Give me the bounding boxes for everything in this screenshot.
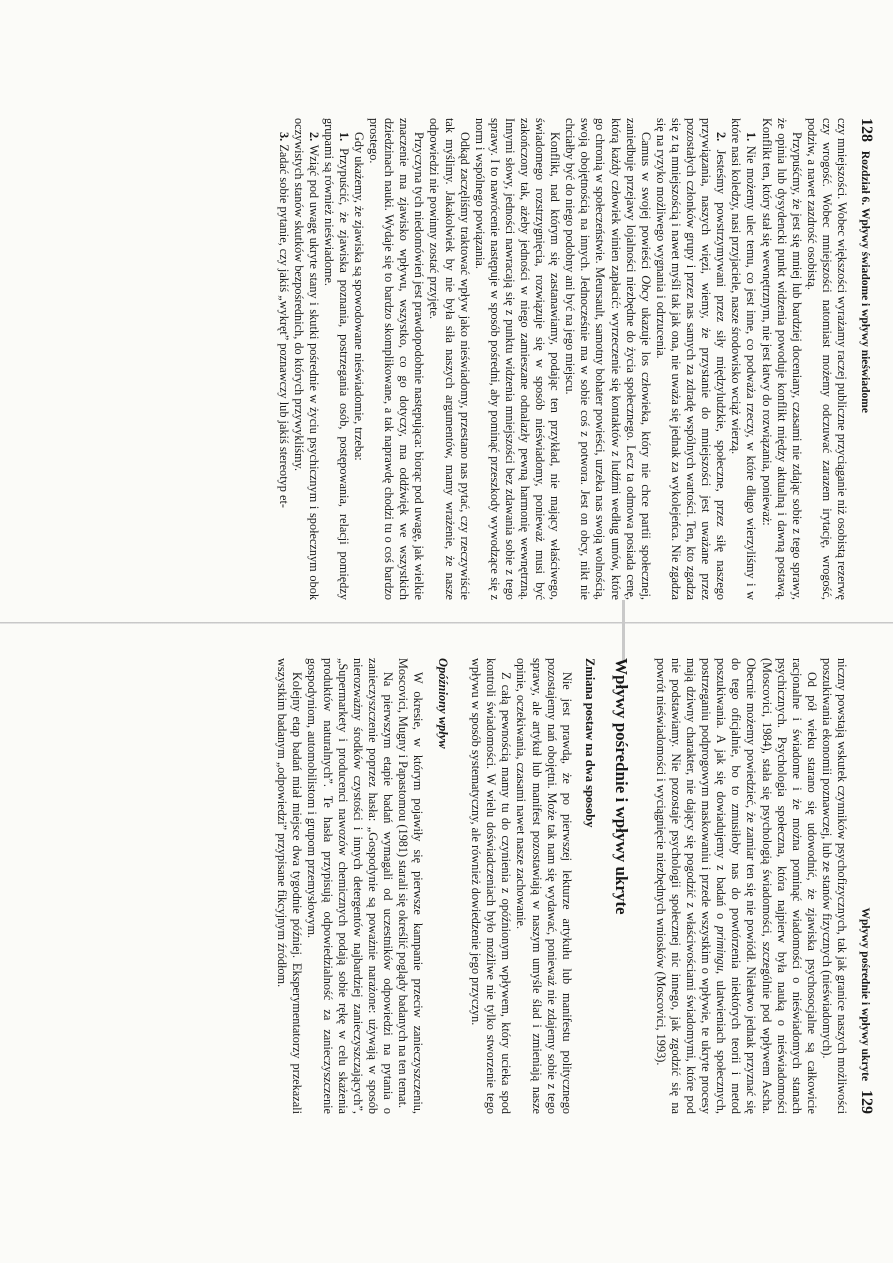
paragraph: Przyczyna tych niedomówień jest prawdopodobnie następująca: biorąc pod uwagę, jak wielkie znaczenie ma zjawisko wpływu, wszystko, co go dotyczy, ma oddźwięk we wszystkich dziedzinach nauki. Wydaje się to bardzo skomplikowane, a tak naprawdę chodzi tu o coś bardzo prostego. bbox=[367, 118, 427, 600]
paragraph: W okresie, w którym pojawiły się pierwsze kampanie przeciw zanieczyszczeniu, Moscovici, Mugny i Papastomou (1981) starali się określić poglądy badanych na ten temat. bbox=[396, 658, 426, 1114]
subsubsection-title: Opóźniony wpływ bbox=[436, 658, 451, 749]
numbered-item bbox=[291, 118, 321, 600]
paragraph bbox=[562, 118, 653, 600]
left-running-head bbox=[857, 118, 875, 600]
left-running-head-text: Rozdział 6. Wpływy świadome i wpływy nieświadome bbox=[859, 150, 871, 413]
paragraph: czy mniejszości. Wobec większości wyrażamy raczej publiczne przyciąganie niż osobistą rezerwę czy wrogość. Wobec mniejszości natomiast możemy odczuwać zarazem irytację, wrogość, podziw, a nawet zazdrość osobistą. bbox=[804, 118, 849, 600]
item-number: 1. bbox=[336, 132, 351, 142]
right-page-number: 129 bbox=[858, 1090, 875, 1114]
text-run: Camus w swojej powieści bbox=[638, 132, 653, 276]
paragraph: Odkąd zaczęliśmy traktować wpływ jako nieświadomy, przestano nas pytać, czy rzeczywiście tak myślimy. Jakakolwiek by nie była siła naszych argumentów, mamy wrażenie, że nasze odpowiedzi nie powinny zostać przyjęte. bbox=[427, 118, 472, 600]
item-number: 2. bbox=[714, 132, 729, 142]
term: primingu bbox=[714, 925, 729, 971]
paragraph: Kolejny etap badań miał miejsce dwa tygodnie później. Eksperymentatorzy przekazali wszystkim badanym „odpowiedzi” przypisane fikcyjnym źródłom. bbox=[275, 658, 305, 1114]
book-title: Obcy bbox=[638, 275, 653, 302]
paragraph: Na pierwszym etapie badań wymagali od uczestników odpowiedzi na pytania o zanieczyszczenie poprzez hasła: „Gospodynie są poważnie narażone: używają w sposób nierozważny środków czystości i innych detergentów najbardziej zanieczyszczających”, „Supermarkety i producenci nawozów chemicznych podają sobie rękę w celu skażenia produktów naturalnych”. Te hasła przypisują odpowiedzialność za zanieczyszczenie gospodyniom, automobilistom i grupom przemysłowym. bbox=[305, 658, 395, 1114]
paragraph: Przypuśćmy, że jest się mniej lub bardziej doceniany, czasami nie zdając sobie z tego sprawy, że opinia lub dysydencki punkt widzenia powoduje konflikt między aktualną i dawną postawą. Konflikt ten, który stał się wewnętrznym, nie jest łatwy do rozwiązania, ponieważ: bbox=[759, 118, 804, 600]
right-running-head-text: Wpływy pośrednie i wpływy ukryte bbox=[859, 907, 871, 1082]
item-text: Wziąć pod uwagę ukryte stany i skutki pośrednie w życiu psychicznym i społecznym obok oczywistych stanów skutków bezpośrednich, do których przywykliśmy. bbox=[291, 118, 321, 600]
item-text: Jesteśmy powstrzymywani przez siły międzyludzkie, społeczne, przez siłę naszego przywiązania, naszych więzi, wiemy, że przystanie do mniejszości jest uważane przez pozostałych członków grupy i przez nas samych za zdradę wspólnych wartości. Ten, kto zgadza się z tą mniejszością i nawet myśli tak jak ona, nie uważa się jednak za wykolejeńca. Nie zgadza się na ryzyko możliwego wygnania i odrzucenia. bbox=[653, 118, 729, 600]
item-number: 3. bbox=[276, 132, 291, 142]
item-number: 1. bbox=[744, 132, 759, 142]
paragraph: Nie jest prawdą, że po pierwszej lekturze artykułu lub manifestu politycznego pozostajemy nań obojętni. Może tak nam się wydawać, ponieważ nie zdajemy sobie z tego sprawy, ale artykuł lub manifest pozostawiają w naszym umyśle ślad i zmieniają nasze opinie, oczekiwania, czasami nawet nasze zachowanie. bbox=[514, 658, 574, 1114]
book-gutter bbox=[0, 622, 893, 624]
item-number: 2. bbox=[306, 132, 321, 142]
paragraph: Z całą pewnością mamy tu do czynienia z opóźnionym wpływem, który ucieka spod kontroli świadomości. W wielu doświadczeniach było możliwe nie tylko stworzenie tego wpływu w sposób systematyczny, ale również dowiedzenie jego przyczyn. bbox=[469, 658, 514, 1114]
text-run: ukazuje los człowieka, który nie chce partii społecznej, zaniedbuje przejawy lojalności niezbędne do życia społecznego. Lecz ta odmowa posiada cenę, którą każdy człowiek winien zapłacić: wyrzeczenie się kontaktów z ludźmi według umów, które go chronią w społeczeństwie. Meursault, samotny bohater powieści, urzeka nas swoją wolnością, swoją obojętnością na innych. Jednocześnie ma w sobie coś z potwora. Jest on obcy, nikt nie chciałby być do niego podobny ani być na jego miejscu. bbox=[563, 118, 653, 600]
item-text: Nie możemy ulec temu, co jest inne, co podważa rzeczy, w które długo wierzyliśmy i w które nasi koledzy, nasi przyjaciele, nasze środowisko wciąż wierzą. bbox=[729, 118, 759, 600]
paragraph: Gdy ukażemy, że zjawiska są spowodowane nieświadomie, trzeba: bbox=[352, 132, 366, 461]
numbered-item bbox=[653, 118, 728, 600]
paragraph bbox=[653, 658, 819, 1114]
left-page bbox=[18, 118, 875, 600]
text-run: , ulatwieniach społecznych, postrzeganiu podprogowym maskowaniu i przede wszystkim o wpływie, te ukryte procesy mają dziwny charakter, nie dający się pogodzić z właściwościami świadomymi, które pod nie podstawiamy. Nie pozostaje psychologii społecznej nic innego, jak zgodzić się na powrót nieświadomości i wyciągnięcie niezbędnych wniosków (Moscovici, 1993). bbox=[653, 658, 729, 1114]
text-run: Od pół wieku starano się udowodnić, że zjawiska psychosocjalne są całkowicie racjonalne i świadome i że można pominąć wiadomości o nieświadomych stanach psychicznych. Psychologia społeczna, która najpierw była nauką o nieświadomości (Moscovici, 1984), stała się psychologią świadomości, szczególnie pod wpływem Ascha. Obecnie możemy powiedzieć, że zamiar ten się nie powiódł. Niełatwo jednak przyznać się do tego oficjalnie, bo to zmusiłoby nas do powtórzenia niektórych teorii i metod poszukiwania. A jak się dowiadujemy z badań o bbox=[714, 658, 819, 1114]
numbered-item bbox=[321, 118, 351, 600]
paragraph: niczny powstają wskutek czynników psychofizycznych, tak jak granice naszych możliwości poszukiwania ekonomii poznawczej, lub ze stanów fizycznych (nieświadomych). bbox=[819, 658, 849, 1114]
item-text: Przypuścić, że zjawiska poznania, postrzegania osób, postępowania, relacji pomiędzy grupami są również nieświadome. bbox=[321, 118, 351, 600]
right-page bbox=[18, 658, 875, 1114]
section-title: Wpływy pośrednie i wpływy ukryte bbox=[611, 658, 631, 915]
paragraph: Konflikt, nad którym się zastanawiamy, podając ten przykład, nie mający właściwego, świadomego rozstrzygnięcia, rozwiązuje się w sposób nieświadomy, ponieważ musi być zakończony tak, ażeby jedności w niego zamieszane odnalazły pewną harmonię wewnętrzną. Innymi słowy, jedności nawracają się z punktu widzenia mniejszości bez zdawania sobie z tego sprawy. I to nawrócenie następuje w sposób pośredni, aby pominąć przeszkody wywodzące się z norm i wspólnego powiązania. bbox=[472, 118, 563, 600]
subsection-title: Zmiana postaw na dwa sposoby bbox=[582, 658, 597, 828]
scan-artifact-line bbox=[622, 600, 625, 660]
left-page-number: 128 bbox=[858, 118, 875, 142]
item-text: Zadać sobie pytanie, czy jakiś „wykręt” poznawczy lub jakiś stereotyp et- bbox=[276, 144, 291, 508]
numbered-item bbox=[728, 118, 758, 600]
right-running-head bbox=[857, 658, 875, 1114]
numbered-item bbox=[275, 118, 290, 600]
